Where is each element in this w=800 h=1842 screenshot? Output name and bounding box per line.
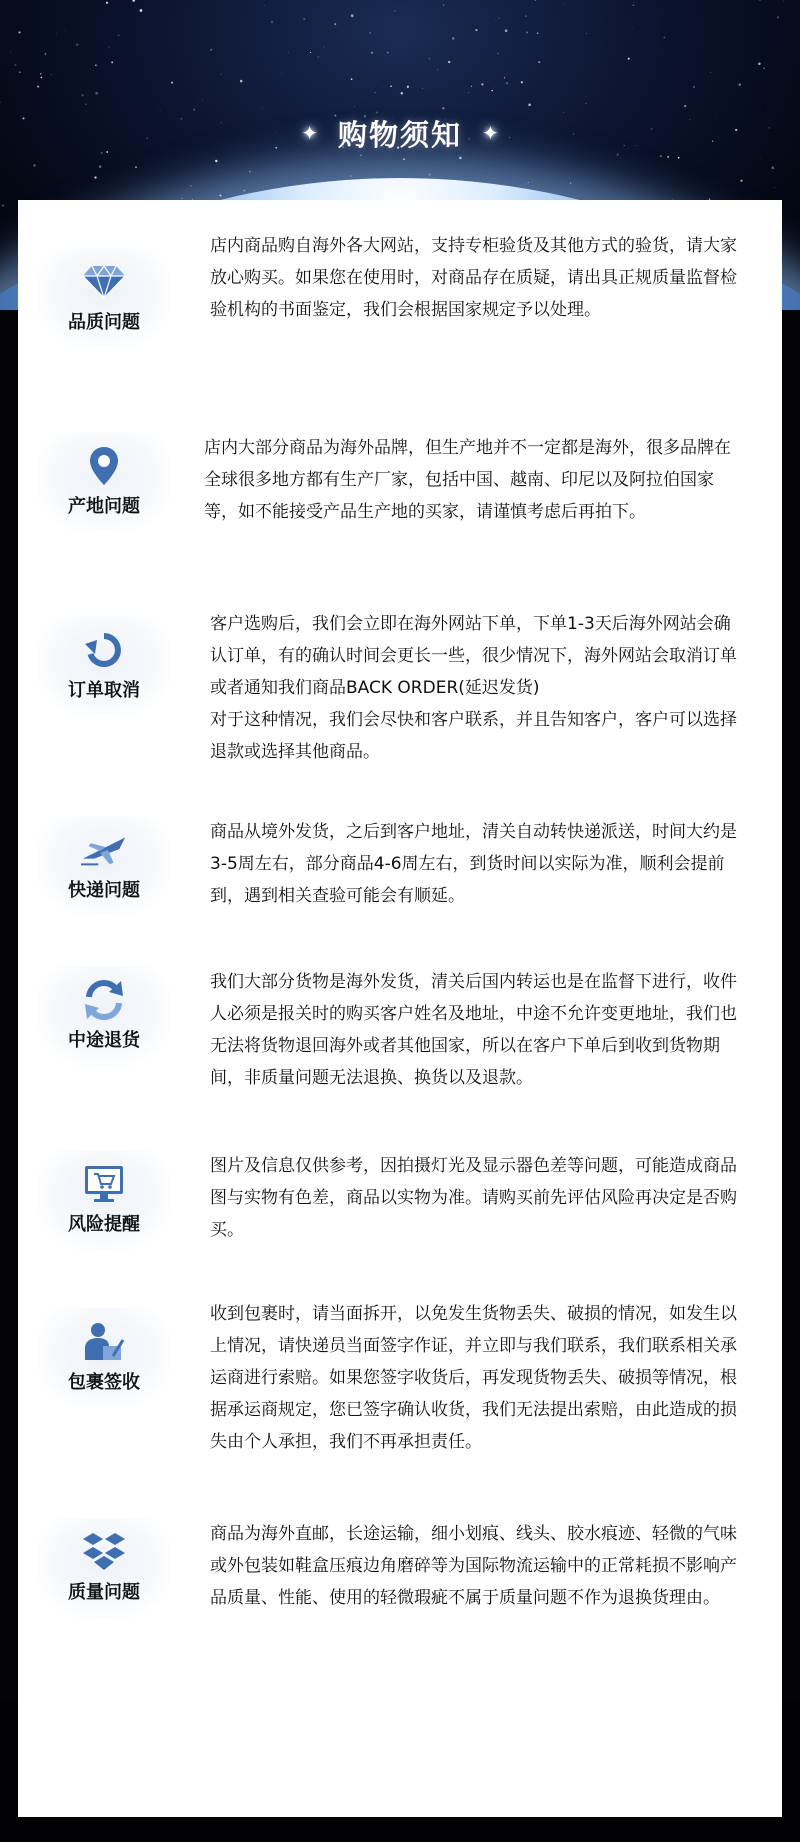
star [779, 37, 780, 38]
star [243, 190, 245, 192]
star [234, 26, 235, 27]
star [632, 28, 633, 29]
star [521, 81, 523, 83]
star [111, 61, 113, 63]
section-label: 质量问题 [68, 1582, 140, 1603]
star [10, 51, 11, 52]
star [488, 80, 489, 81]
star [76, 43, 78, 45]
star [18, 31, 20, 33]
star [108, 46, 109, 47]
star [310, 52, 311, 53]
star [664, 37, 665, 38]
section-icon-block [38, 248, 170, 348]
star [535, 0, 536, 1]
star [771, 166, 774, 169]
star [538, 61, 540, 63]
star [525, 15, 527, 17]
star [219, 194, 221, 196]
star [395, 10, 396, 11]
star [475, 29, 477, 31]
star [106, 2, 108, 4]
star [323, 46, 324, 47]
star [452, 37, 454, 39]
star [471, 86, 472, 87]
star [198, 101, 199, 102]
section-paragraph: 商品从境外发货，之后到客户地址，清关自动转快递派送，时间大约是3-5周左右，部分商品4-6周左右，到货时间以实际为准，顺利会提前到，遇到相关查验可能会有顺延。 [210, 822, 737, 906]
section-paragraph: 图片及信息仅供参考，因拍摄灯光及显示器色差等问题，可能造成商品图与实物有色差，商品以实物为准。请购买前先评估风险再决定是否购买。 [210, 1156, 737, 1240]
star [437, 69, 438, 70]
section-text [204, 432, 734, 528]
star [351, 14, 354, 17]
section-text [210, 230, 740, 326]
star [371, 52, 373, 54]
star [220, 74, 221, 75]
star [526, 183, 527, 184]
star [118, 35, 119, 36]
section-text [210, 608, 740, 768]
star [481, 83, 483, 85]
star [81, 94, 83, 96]
star [281, 73, 282, 74]
star [693, 86, 694, 87]
star [499, 17, 500, 18]
section-paragraph: 店内大部分商品为海外品牌，但生产地并不一定都是海外，很多品牌在全球很多地方都有生产厂家，包括中国、越南、印尼以及阿拉伯国家等，如不能接受产品生产地的买家，请谨慎考虑后再拍下。 [204, 438, 731, 522]
star [19, 71, 21, 73]
star [0, 102, 1, 104]
star [33, 164, 36, 167]
star [760, 158, 761, 159]
section-text [210, 1298, 740, 1458]
section-label: 快递问题 [68, 880, 140, 901]
section-label: 品质问题 [68, 312, 140, 333]
section-text [210, 1150, 740, 1246]
star [428, 173, 430, 175]
star [135, 8, 136, 9]
title-bar [0, 108, 800, 158]
star [401, 92, 404, 95]
notice-card [18, 200, 782, 1817]
star [317, 56, 319, 58]
section-text [210, 1518, 740, 1614]
section-icon-block [38, 1308, 170, 1408]
star [570, 182, 571, 183]
person-sign-icon [81, 1322, 127, 1362]
section-text [210, 816, 740, 912]
star [190, 185, 192, 187]
star [350, 175, 351, 176]
refresh-icon [81, 630, 127, 670]
star [90, 69, 91, 70]
star [739, 84, 741, 86]
star [202, 99, 203, 100]
star [783, 1, 784, 2]
star [95, 64, 96, 65]
sparkle-icon-left: ✦ [301, 121, 318, 145]
airplane-icon [81, 830, 127, 870]
monitor-cart-icon [81, 1164, 127, 1204]
star [633, 4, 635, 6]
star [528, 182, 529, 183]
section-paragraph: 客户选购后，我们会立即在海外网站下单，下单1-3天后海外网站会确认订单，有的确认时间会更长一些，很少情况下，海外网站会取消订单或者通知我们商品BACK ORDER(延迟发货) [210, 614, 737, 698]
section-icon-block [38, 1150, 170, 1250]
star [40, 73, 41, 74]
star [710, 72, 711, 73]
star [2, 205, 4, 207]
section-label: 风险提醒 [68, 1214, 140, 1235]
star [303, 18, 305, 20]
star [288, 52, 289, 53]
star [56, 34, 57, 35]
star [763, 67, 764, 68]
star [491, 90, 493, 92]
star [14, 64, 16, 66]
star [240, 80, 243, 83]
star [271, 21, 273, 23]
page-title: 购物须知 [337, 117, 462, 152]
star [387, 52, 388, 53]
section-label: 产地问题 [68, 496, 140, 517]
diamond-icon [81, 262, 127, 302]
star [351, 78, 353, 80]
star [740, 180, 742, 182]
section-text [210, 966, 740, 1094]
star [468, 92, 469, 93]
section-paragraph: 商品为海外直邮，长途运输，细小划痕、线头、胶水痕迹、轻微的气味或外包装如鞋盒压痕边角磨碎等为国际物流运输中的正常耗损不影响产品质量、性能、使用的轻微瑕疵不属于质量问题不作为退换货理由。 [210, 1524, 737, 1608]
star [506, 82, 508, 84]
star [132, 0, 134, 2]
section-label: 中途退货 [68, 1030, 140, 1051]
star [51, 74, 52, 75]
star [94, 176, 96, 178]
star [585, 103, 586, 104]
star [497, 53, 498, 54]
star [334, 23, 336, 25]
star [422, 88, 423, 89]
star [443, 5, 444, 6]
star [45, 53, 47, 55]
star [375, 92, 376, 93]
star [429, 58, 430, 59]
star [264, 6, 265, 7]
star [448, 61, 450, 63]
star [135, 166, 137, 168]
section-paragraph: 对于这种情况，我们会尽快和客户联系，并且告知客户，客户可以选择退款或选择其他商品。 [210, 710, 737, 762]
section-label: 包裹签收 [68, 1372, 140, 1393]
star [759, 0, 760, 1]
location-pin-icon [81, 446, 127, 486]
section-icon-block [38, 616, 170, 716]
section-icon-block [38, 966, 170, 1066]
star [407, 86, 409, 88]
star [528, 104, 531, 107]
star [181, 198, 182, 199]
star [95, 92, 98, 95]
star [171, 82, 173, 84]
star [85, 104, 86, 105]
star [586, 33, 587, 34]
section-paragraph: 收到包裹时，请当面拆开，以免发生货物丢失、破损的情况，如发生以上情况，请快递员当面签字作证，并立即与我们联系，我们联系相关承运商进行索赔。如果您签字收货后，再发现货物丢失、破损等情况，根据承运商规定，您已签字确认收货，我们无法提出索赔，由此造成的损失由个人承担，我们不再承担责任。 [210, 1304, 737, 1452]
star [99, 165, 102, 168]
star [390, 85, 392, 87]
star [774, 187, 775, 188]
section-paragraph: 我们大部分货物是海外发货，清关后国内转运也是在监督下进行，收件人必须是报关时的购买客户姓名及地址，中途不允许变更地址，我们也无法将货物退回海外或者其他国家，所以在客户下单后到收到货物期间，非质量问题无法退换、换货以及退款。 [210, 972, 737, 1088]
star [210, 49, 212, 51]
boxes-icon [81, 1532, 127, 1572]
star [758, 63, 761, 66]
star [249, 171, 251, 173]
star [215, 160, 217, 162]
star [537, 32, 539, 34]
star [41, 77, 43, 79]
section-paragraph: 店内商品购自海外各大网站，支持专柜验货及其他方式的验货，请大家放心购买。如果您在使用时，对商品存在质疑，请出具正规质量监督检验机构的书面鉴定，我们会根据国家规定予以处理。 [210, 236, 737, 320]
star [628, 58, 630, 60]
star [526, 31, 528, 33]
section-label: 订单取消 [68, 680, 140, 701]
star [684, 105, 686, 107]
star [403, 158, 405, 160]
sparkle-icon-right: ✦ [482, 121, 499, 145]
sync-icon [81, 980, 127, 1020]
star [563, 3, 564, 4]
star [354, 106, 355, 107]
section-icon-block [38, 1518, 170, 1618]
star [140, 9, 143, 12]
star [777, 16, 779, 18]
star [505, 29, 508, 32]
star [37, 86, 39, 88]
star [369, 32, 371, 34]
star [642, 86, 643, 87]
star [504, 77, 505, 78]
section-icon-block [38, 816, 170, 916]
star [495, 21, 496, 22]
star [61, 185, 62, 186]
star [65, 30, 66, 31]
section-icon-block [38, 432, 170, 532]
